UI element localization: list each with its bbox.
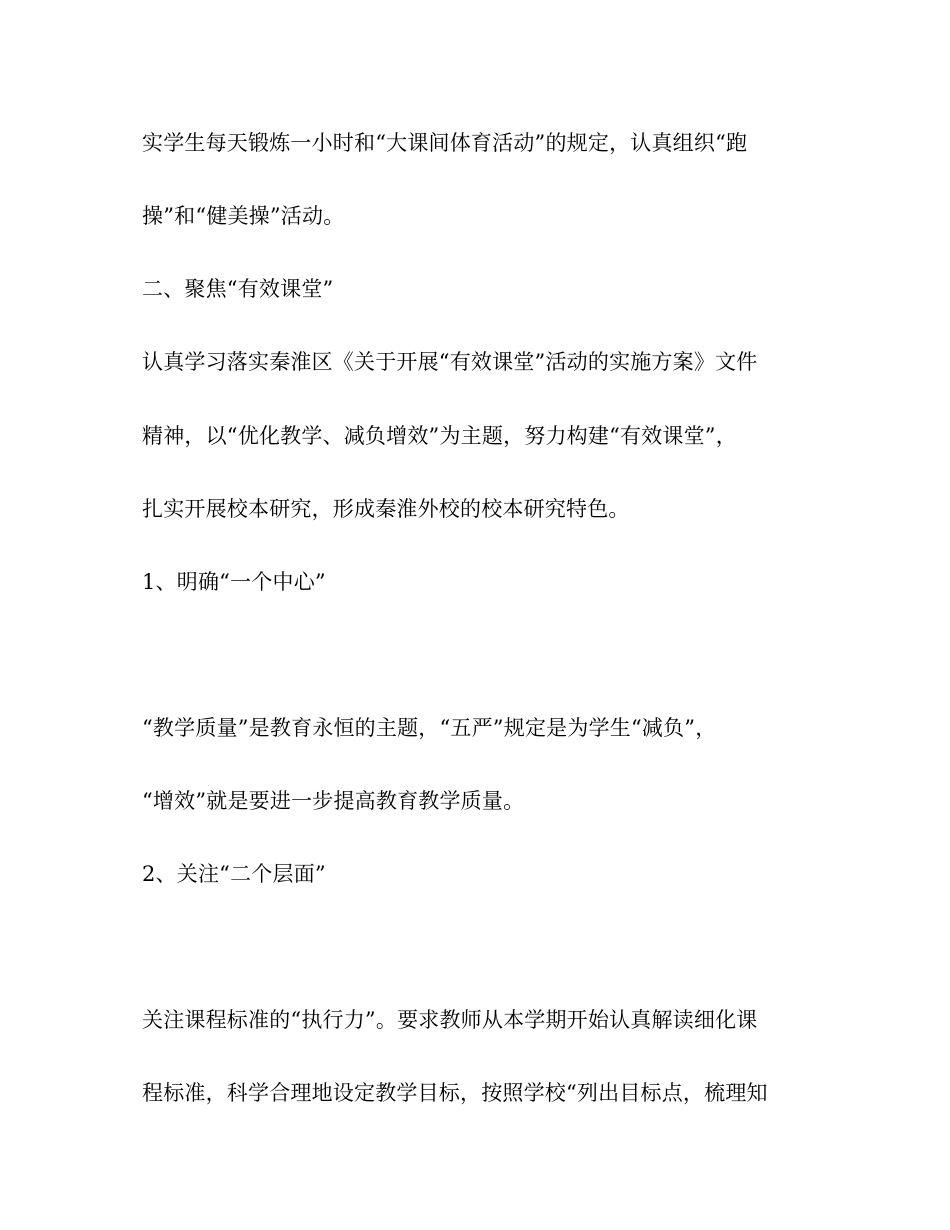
- section-heading: 二、聚焦“有效课堂”: [142, 277, 334, 301]
- paragraph-line: “增效”就是要进一步提高教育教学质量。: [142, 789, 525, 813]
- paragraph-line: 程标准，科学合理地设定教学目标，按照学校“列出目标点，梳理知: [142, 1081, 768, 1105]
- paragraph-line: 认真学习落实秦淮区《关于开展“有效课堂”活动的实施方案》文件: [142, 350, 758, 374]
- paragraph-line: “教学质量”是教育永恒的主题，“五严”规定是为学生“减负”，: [142, 716, 717, 740]
- paragraph-line: 实学生每天锻炼一小时和“大课间体育活动”的规定，认真组织“跑: [142, 131, 748, 155]
- paragraph-line: 扎实开展校本研究，形成秦淮外校的校本研究特色。: [142, 497, 630, 521]
- paragraph-line: 精神，以“优化教学、减负增效”为主题，努力构建“有效课堂”，: [142, 424, 737, 448]
- subsection-heading: 2、关注“二个层面”: [142, 862, 326, 886]
- paragraph-line: 操”和“健美操”活动。: [142, 204, 345, 228]
- paragraph-line: 关注课程标准的“执行力”。要求教师从本学期开始认真解读细化课: [142, 1008, 758, 1032]
- subsection-heading: 1、明确“一个中心”: [142, 570, 326, 594]
